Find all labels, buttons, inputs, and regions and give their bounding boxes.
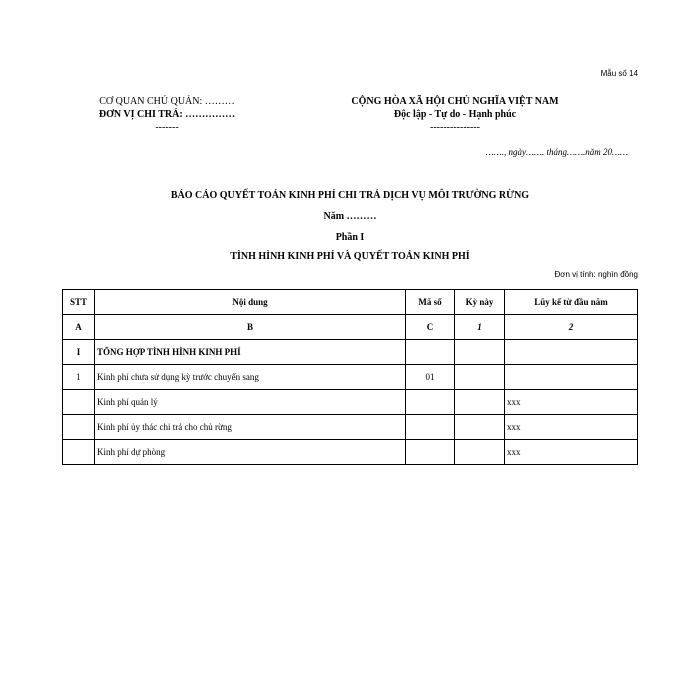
code-b: B: [95, 315, 406, 340]
code-2: 2: [505, 315, 638, 340]
row-stt: [63, 440, 95, 465]
row-code: [406, 415, 455, 440]
unit-note: Đơn vị tính: nghìn đồng: [554, 270, 638, 279]
row-year-to-date: [505, 340, 638, 365]
national-motto: Độc lập - Tự do - Hạnh phúc: [393, 109, 517, 120]
national-header: [330, 95, 580, 134]
row-year-to-date: [505, 365, 638, 390]
row-content: TỔNG HỢP TÌNH HÌNH KINH PHÍ: [95, 340, 406, 365]
header-stt: STT: [63, 290, 95, 315]
code-1: 1: [455, 315, 505, 340]
national-name: CỘNG HÒA XÃ HỘI CHỦ NGHĨA VIỆT NAM: [351, 96, 559, 107]
row-stt: [63, 415, 95, 440]
governing-agency-line: CƠ QUAN CHỦ QUẢN: ………: [99, 96, 235, 107]
header-this-period: Kỳ này: [455, 290, 505, 315]
table-header-row: [63, 290, 638, 315]
code-a: A: [63, 315, 95, 340]
row-content: Kinh phí ủy thác chi trả cho chủ rừng: [95, 415, 406, 440]
row-code: [406, 440, 455, 465]
paying-unit-line: ĐƠN VỊ CHI TRẢ: ……………: [98, 109, 236, 120]
table-row: [63, 365, 638, 390]
row-stt: I: [63, 340, 95, 365]
table-row: [63, 340, 638, 365]
row-year-to-date: xxx: [505, 440, 638, 465]
form-number: Mẫu số 14: [600, 69, 638, 78]
row-year-to-date: xxx: [505, 415, 638, 440]
agency-header: [62, 95, 272, 134]
row-this-period: [455, 390, 505, 415]
row-stt: 1: [63, 365, 95, 390]
row-content: Kinh phí dự phòng: [95, 440, 406, 465]
part-label: Phần I: [335, 232, 365, 243]
row-code: [406, 390, 455, 415]
row-year-to-date: xxx: [505, 390, 638, 415]
date-line: ……., ngày……. tháng…….năm 20……: [485, 147, 628, 157]
funding-table: [62, 289, 638, 465]
row-this-period: [455, 365, 505, 390]
code-c: C: [406, 315, 455, 340]
row-code: [406, 340, 455, 365]
row-content: Kinh phí chưa sử dụng kỳ trước chuyển sang: [95, 365, 406, 390]
row-this-period: [455, 415, 505, 440]
table-row: [63, 390, 638, 415]
row-content: Kinh phí quản lý: [95, 390, 406, 415]
row-this-period: [455, 340, 505, 365]
part-title: TÌNH HÌNH KINH PHÍ VÀ QUYẾT TOÁN KINH PHÍ: [230, 251, 470, 262]
table-row: [63, 415, 638, 440]
right-header-divider: ---------------: [430, 122, 480, 133]
header-code: Mã số: [406, 290, 455, 315]
header-year-to-date: Lũy kế từ đầu năm: [505, 290, 638, 315]
report-year: Năm ………: [323, 211, 377, 222]
row-stt: [63, 390, 95, 415]
report-title: BÁO CÁO QUYẾT TOÁN KINH PHÍ CHI TRẢ DỊCH VỤ MÔI TRƯỜNG RỪNG: [170, 190, 530, 201]
row-this-period: [455, 440, 505, 465]
table-code-row: [63, 315, 638, 340]
left-header-divider: -------: [155, 122, 179, 133]
table-row: [63, 440, 638, 465]
header-content: Nội dung: [95, 290, 406, 315]
row-code: 01: [406, 365, 455, 390]
